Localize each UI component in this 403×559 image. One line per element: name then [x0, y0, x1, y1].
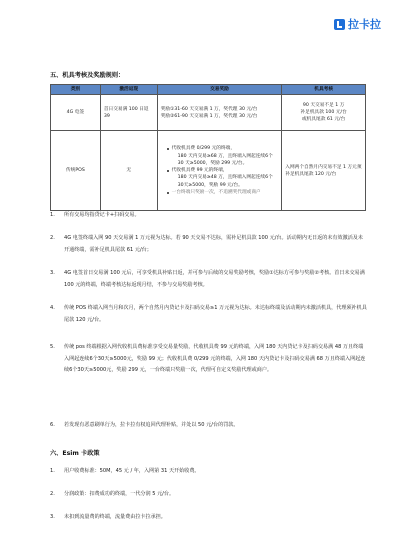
cell-category: 4G 电签: [51, 95, 101, 131]
item-text: 4G 电签首日交易满 100 元后，可享受机具补贴日返，并可参与后续的交易奖励考核，奖励①达标方可参与奖励②考核。首日未交易满 100 元的终端，终端考核达标返现月结，不参与交易奖励考核。: [64, 270, 365, 288]
table-row: [51, 95, 366, 131]
reward-line: 奖励①31-60 天交易满 1 万，奖代理 30 元/台: [160, 106, 258, 112]
assessment-line: 或机具尾款 61 元/台: [301, 117, 346, 123]
item-number: 3.: [50, 514, 55, 520]
lakala-logo-icon: [334, 19, 345, 30]
cell-cashback: 首日交易满 100 日返 39: [100, 95, 157, 131]
section5-title: 五、机具考核及奖励规则：: [50, 72, 125, 79]
col-header-reward: 交易奖励: [157, 85, 282, 95]
brand-name: 拉卡拉: [348, 18, 381, 31]
item-number: 3.: [50, 270, 55, 276]
item-text: 未扣到流量费的终端，流量费由拉卡拉承担。: [64, 514, 166, 520]
cell-reward: [157, 131, 282, 211]
cell-category: 传统POS: [51, 131, 101, 211]
col-header-category: 类别: [51, 85, 101, 95]
lakala-logo: [334, 16, 381, 32]
reward-detail: 180 天内交易≥68 万，且终端入网起连续6个 30 天≥5000，奖励 299 元/台。: [177, 153, 273, 166]
item-number: 1.: [50, 212, 55, 218]
item-number: 6.: [50, 422, 55, 428]
item-number: 1.: [50, 468, 55, 474]
list-item: [50, 233, 368, 256]
col-header-cashback: 激活返现: [100, 85, 157, 95]
item-text: 用户收费标准：50M，45 元 / 年，入网第 31 天开始收费。: [64, 468, 200, 474]
table-header-row: [51, 85, 366, 95]
list-item: [50, 210, 368, 222]
reward-list: [161, 145, 279, 196]
item-text: 分润政策：扣费成功的终端，一代分润 5 元/台。: [64, 491, 175, 497]
reward-line: 奖励②61-90 天交易满 1 万，奖代理 30 元/台: [160, 113, 258, 119]
table-row: [51, 131, 366, 211]
assessment-line: 90 天交易不足 1 万: [302, 102, 345, 108]
item-text: 4G 电签终端入网 90 天交易满 1 万元视为达标。若 90 天交易不达标，需补足机具款 100 元/台。活动期内无日返的未有效激活及未开通终端，需补足机具尾款 61 元/台；: [64, 235, 363, 253]
cell-reward: [157, 95, 282, 131]
item-text: 传统 POS 终端入网当月和次月，两个自然月内贷记卡及扫码交易≥1 万元视为达标。未达标终端及活动期内未激活机具，代理须补机具尾款 120 元/台。: [64, 305, 367, 323]
list-item: [50, 466, 368, 478]
rules-table: [50, 84, 366, 211]
list-item: [50, 342, 368, 377]
reward-item: 代收机具费 99 元的终端，: [167, 167, 279, 174]
assessment-line: 补足机具款 100 元/台: [300, 110, 347, 116]
reward-item: 一台终端只奖励一次，不追溯奖代理或商户: [167, 189, 279, 196]
list-item: [50, 420, 368, 432]
item-number: 5.: [50, 344, 55, 350]
item-text: 传统 pos 终端根据入网代收机具费标准享受交易量奖励，代收机具费 99 元的终端，入网 180 天内贷记卡及扫码交易满 48 万且终端入网起连续6个30天≥5000元，奖励 99 元；代收机具费 0/299 元的终端，入网 180 天内贷记卡及扫码交易满 68 万且终端入网起连续6个30天≥5000元，奖励 299 元，一台终端只奖励一次，代理可自定义奖励代理或商户。: [64, 344, 366, 374]
list-item: [50, 489, 368, 501]
reward-detail: 180 天内交易≥48 万，且终端入网起连续6个 30天≥5000，奖励 99 元/台。: [177, 175, 273, 188]
item-number: 4.: [50, 305, 55, 311]
item-number: 2.: [50, 235, 55, 241]
cell-assessment: [282, 95, 366, 131]
section6-title: 六、Esim 卡政策: [50, 450, 100, 457]
list-item: [50, 303, 368, 326]
list-item: [50, 268, 368, 291]
item-text: 若发现有恶意刷单行为，拉卡拉有权追回代理补贴，并处以 50 元/台的罚款。: [64, 422, 239, 428]
list-item: [50, 512, 368, 524]
item-number: 2.: [50, 491, 55, 497]
cell-cashback: 无: [100, 131, 157, 211]
item-text: 所有交易均指贷记卡+扫码交易。: [64, 212, 140, 218]
reward-item: 代收机具费 0/299 元的终端，: [167, 145, 279, 152]
col-header-assessment: 机具考核: [282, 85, 366, 95]
cell-assessment: 入网两个自然月内交易不足 1 万元须补足机具尾款 120 元/台: [282, 131, 366, 211]
